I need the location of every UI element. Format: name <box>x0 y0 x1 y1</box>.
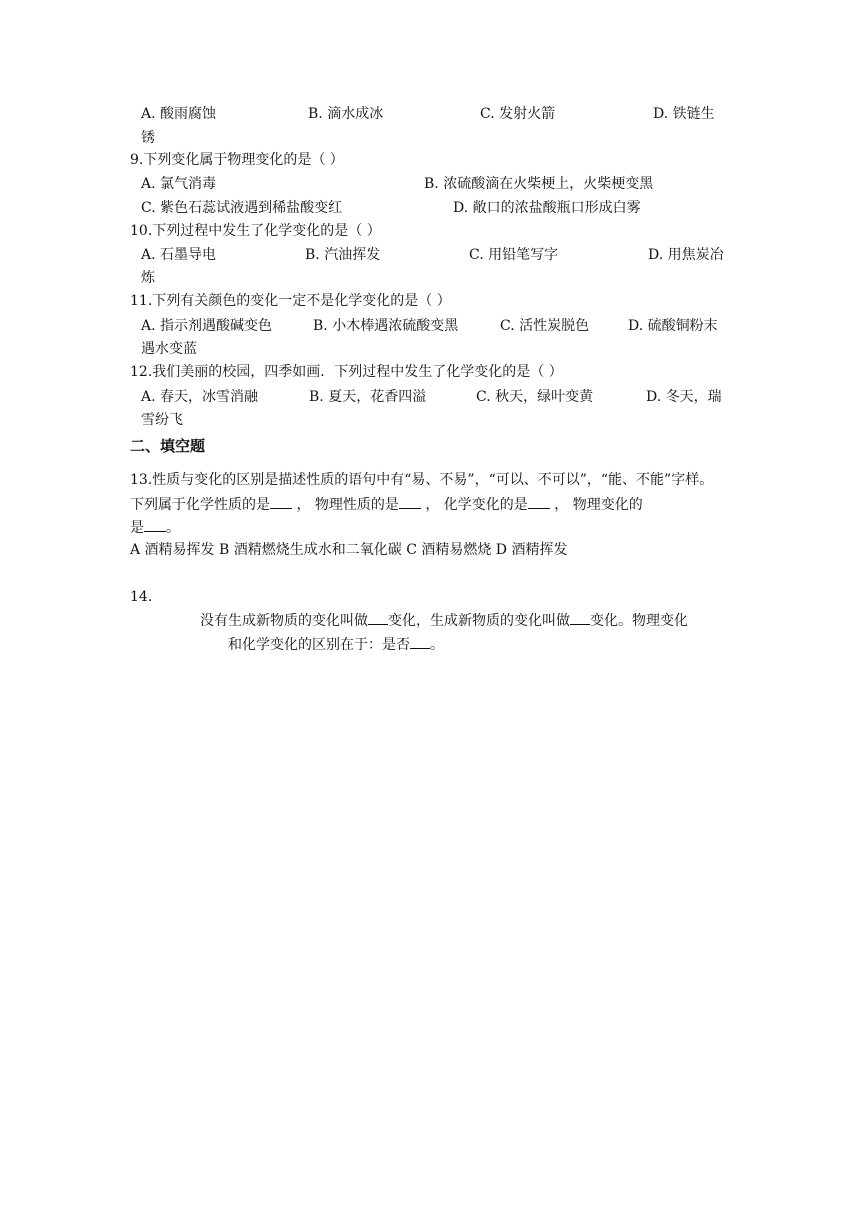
q9-option-c: C. 紫色石蕊试液遇到稀盐酸变红 <box>141 200 343 216</box>
q10-option-a: A. 石墨导电 <box>141 247 217 263</box>
q9-option-a: A. 氯气消毒 <box>141 176 217 192</box>
q11-option-d: D. 硫酸铜粉末 <box>628 318 718 334</box>
q10-option-c: C. 用铅笔写字 <box>469 247 559 263</box>
q14-part-b: 变化，生成新物质的变化叫做 <box>388 613 570 629</box>
section-heading: 二、填空题 <box>130 437 206 455</box>
q13-phys-property-label: ， 物理性质的是 <box>296 497 399 513</box>
q8-option-a: A. 酸雨腐蚀 <box>141 106 217 122</box>
q11-option-a: A. 指示剂遇酸碱变色 <box>141 318 273 334</box>
q13-line3 <box>130 517 180 538</box>
q11-stem: 11.下列有关颜色的变化一定不是化学变化的是（ ） <box>130 293 451 309</box>
q13-line3-suffix: 。 <box>166 520 180 536</box>
q14-blank-2 <box>570 610 590 625</box>
q14-part-c: 变化。物理变化 <box>590 613 688 629</box>
q8-option-b: B. 滴水成冰 <box>308 106 384 122</box>
q11-option-c: C. 活性炭脱色 <box>500 318 590 334</box>
q13-options: A 酒精易挥发 B 酒精燃烧生成水和二氧化碳 C 酒精易燃烧 D 酒精挥发 <box>130 542 568 558</box>
q11-option-b: B. 小木棒遇浓硫酸变黑 <box>313 318 459 334</box>
q12-option-a: A. 春天，冰雪消融 <box>141 389 259 405</box>
q12-option-d: D. 冬天，瑞 <box>646 389 722 405</box>
q14-part-d: 和化学变化的区别在于：是否 <box>228 637 410 653</box>
q14-number: 14. <box>130 589 153 605</box>
q12-option-d-wrap: 雪纷飞 <box>141 412 183 428</box>
q14-part-a: 没有生成新物质的变化叫做 <box>200 613 368 629</box>
q8-option-d-wrap: 锈 <box>141 130 155 146</box>
q13-line1: 13.性质与变化的区别是描述性质的语句中有“易、不易”，“可以、不可以”，“能、不能”字样。 <box>130 472 714 488</box>
q13-line3-prefix: 是 <box>130 520 144 536</box>
q13-blank-1 <box>270 494 292 509</box>
q14-part-e: 。 <box>430 637 444 653</box>
q9-option-b: B. 浓硫酸滴在火柴梗上，火柴梗变黑 <box>424 176 654 192</box>
q14-line1 <box>200 610 688 631</box>
q13-blank-3 <box>528 494 550 509</box>
q12-option-c: C. 秋天，绿叶变黄 <box>476 389 594 405</box>
q14-blank-3 <box>410 634 430 649</box>
q10-option-d: D. 用焦炭冶 <box>648 247 724 263</box>
q14-blank-1 <box>368 610 388 625</box>
q10-option-b: B. 汽油挥发 <box>305 247 381 263</box>
q10-option-d-wrap: 炼 <box>141 270 155 286</box>
q12-stem: 12.我们美丽的校园，四季如画．下列过程中发生了化学变化的是（ ） <box>130 364 563 380</box>
q12-option-b: B. 夏天，花香四溢 <box>309 389 427 405</box>
q9-stem: 9.下列变化属于物理变化的是（ ） <box>130 152 344 168</box>
q13-chem-change-label: ， 化学变化的是 <box>425 497 528 513</box>
q14-line2 <box>228 634 444 655</box>
q8-option-c: C. 发射火箭 <box>480 106 556 122</box>
q9-option-d: D. 敞口的浓盐酸瓶口形成白雾 <box>453 200 641 216</box>
q10-stem: 10.下列过程中发生了化学变化的是（ ） <box>130 223 381 239</box>
q11-option-d-wrap: 遇水变蓝 <box>141 341 197 357</box>
q13-line2 <box>130 494 643 515</box>
q13-blank-2 <box>399 494 421 509</box>
q8-option-d: D. 铁链生 <box>653 106 715 122</box>
q13-phys-change-label: ， 物理变化的 <box>554 497 643 513</box>
q13-chem-property-label: 下列属于化学性质的是 <box>130 497 270 513</box>
q13-blank-4 <box>144 517 166 532</box>
